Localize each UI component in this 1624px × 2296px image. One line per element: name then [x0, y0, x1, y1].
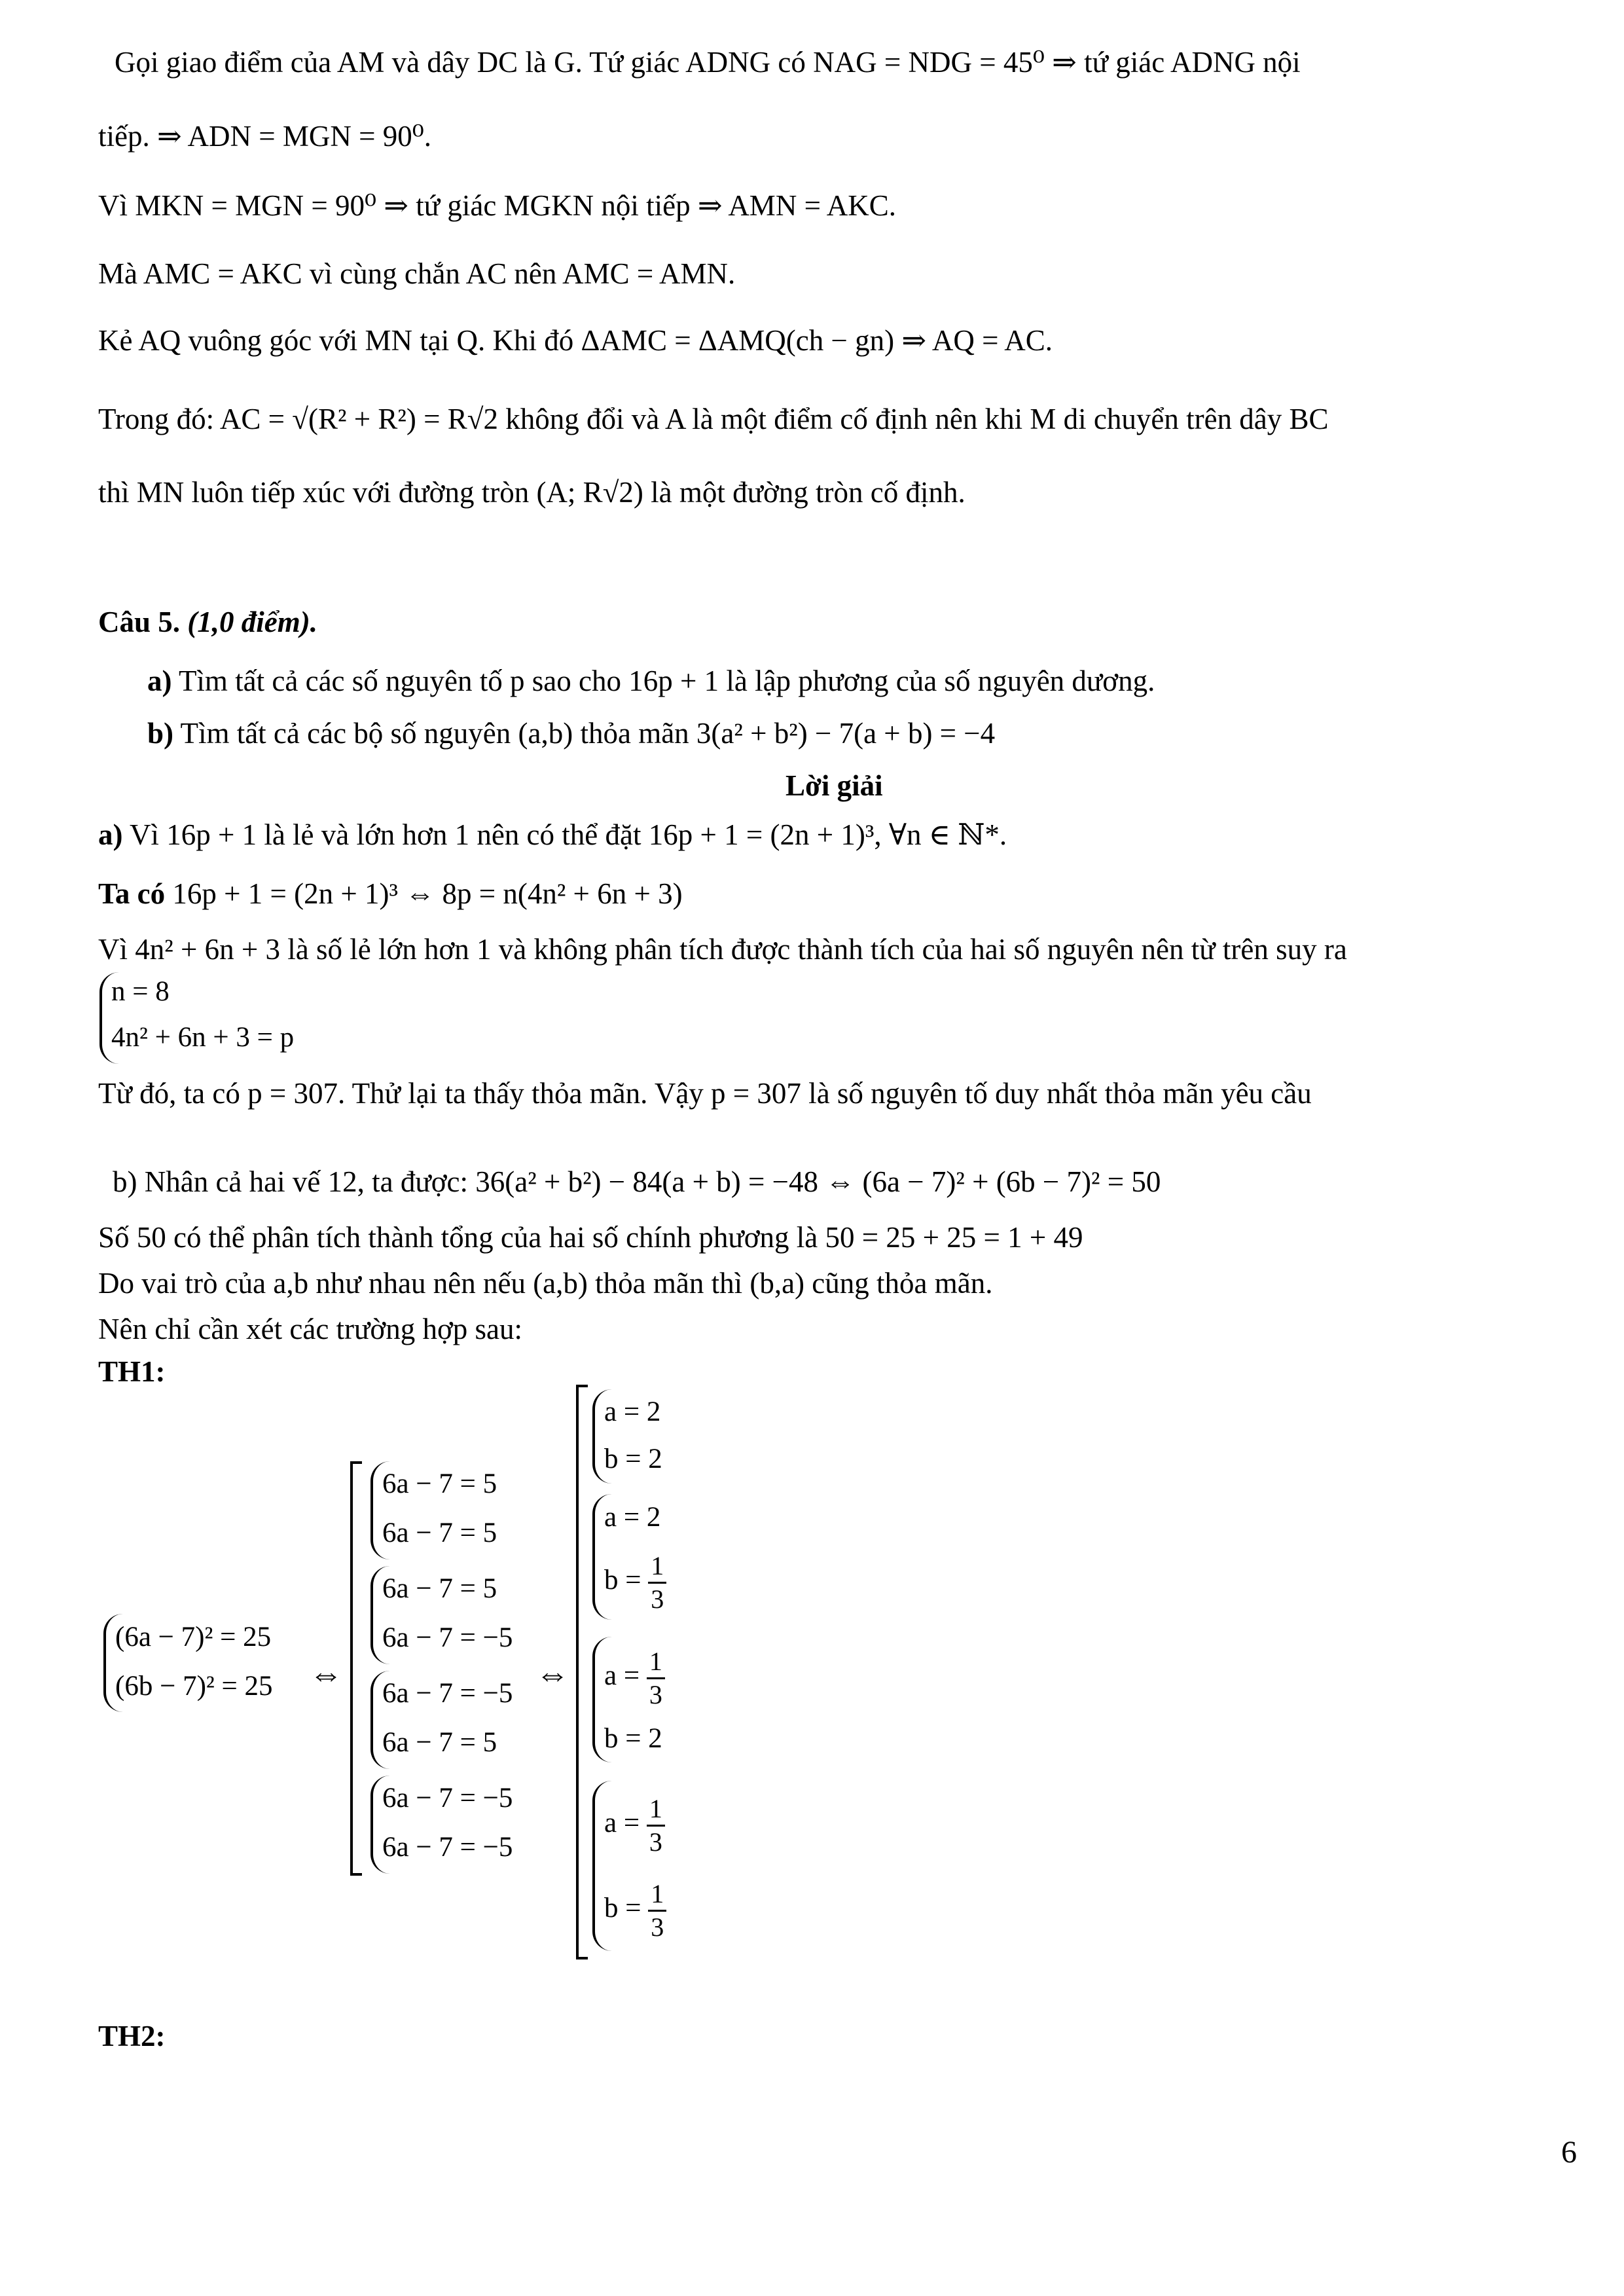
- solution-value: b = 2: [604, 1723, 662, 1754]
- th1-middle-system-2: [370, 1566, 513, 1664]
- equation: 6a − 7 = 5: [382, 1727, 497, 1758]
- part-label: b): [147, 717, 174, 750]
- th1-left-system: [103, 1614, 273, 1712]
- solution-value: [604, 1781, 666, 1866]
- case-label: TH1:: [98, 1355, 166, 1388]
- equation: 4n² + 6n + 3 = p: [111, 1022, 295, 1053]
- fraction-numerator: 1: [647, 1793, 665, 1827]
- solution-heading: Lời giải: [785, 769, 883, 802]
- part-text: Tìm tất cả các bộ số nguyên (a,b) thỏa mãn 3(a² + b²) − 7(a + b) = −4: [180, 717, 996, 750]
- equation: 6a − 7 = −5: [382, 1622, 513, 1653]
- part-text: Tìm tất cả các số nguyên tố p sao cho 16p + 1 là lập phương của số nguyên dương.: [178, 665, 1155, 697]
- equation: 6a − 7 = 5: [382, 1518, 497, 1548]
- equation-system: [99, 972, 294, 1064]
- fraction: [648, 1878, 666, 1943]
- solution-b-line: b) Nhân cả hai vế 12, ta được: 36(a² + b²) − 84(a + b) = −48 ⇔ (6a − 7)² + (6b − 7)² = 50: [113, 1165, 1161, 1198]
- solution-value: a = 2: [604, 1396, 661, 1427]
- text-line: Trong đó: AC = √(R² + R²) = R√2 không đổi và A là một điểm cố định nên khi M di chuyển trên dây BC: [98, 403, 1329, 435]
- question-points: (1,0 điểm).: [187, 606, 317, 638]
- question-part-a: [147, 661, 1155, 701]
- fraction-denominator: 3: [651, 1912, 664, 1942]
- equation: 6a − 7 = −5: [382, 1783, 513, 1813]
- page-number: 6: [1561, 2135, 1577, 2170]
- solution-a-line: Từ đó, ta có p = 307. Thử lại ta thấy thỏa mãn. Vậy p = 307 là số nguyên tố duy nhất thỏa mãn yêu cầu: [98, 1077, 1312, 1110]
- text-line: tiếp. ⇒ ADN = MGN = 90⁰.: [98, 120, 431, 153]
- th1-middle-system-4: [370, 1776, 513, 1874]
- solution-a-line: [98, 874, 683, 913]
- equation: n = 8: [111, 976, 170, 1007]
- equation-lhs: b =: [604, 1565, 641, 1595]
- solution-text: 16p + 1 = (2n + 1)³ ⇔ 8p = n(4n² + 6n + 3): [172, 877, 683, 910]
- equation: 6a − 7 = −5: [382, 1678, 513, 1709]
- text-line: thì MN luôn tiếp xúc với đường tròn (A; R√2) là một đường tròn cố định.: [98, 476, 965, 509]
- fraction-numerator: 1: [648, 1878, 666, 1912]
- question-number: Câu 5.: [98, 606, 181, 638]
- equation-lhs: a =: [604, 1660, 640, 1691]
- text-line: Vì MKN = MGN = 90⁰ ⇒ tứ giác MGKN nội tiếp ⇒ AMN = AKC.: [98, 189, 896, 222]
- solution-value: [604, 1637, 665, 1715]
- text-line: Mà AMC = AKC vì cùng chắn AC nên AMC = AMN.: [98, 257, 736, 290]
- fraction: [648, 1550, 666, 1615]
- solution-value: [604, 1541, 666, 1620]
- equivalence-symbol: ⇔: [535, 1656, 569, 1693]
- equation: (6a − 7)² = 25: [115, 1622, 272, 1652]
- equation: (6b − 7)² = 25: [115, 1671, 273, 1702]
- solution-a-line: Vì 4n² + 6n + 3 là số lẻ lớn hơn 1 và không phân tích được thành tích của hai số nguyên nên từ trên suy ra: [98, 933, 1347, 966]
- question-heading: [98, 602, 317, 642]
- case-label: TH2:: [98, 2020, 166, 2052]
- solution-a-line: [98, 815, 1007, 854]
- question-part-b: [147, 714, 995, 753]
- fraction-numerator: 1: [647, 1646, 665, 1679]
- fraction-denominator: 3: [651, 1584, 664, 1614]
- fraction: [647, 1793, 665, 1858]
- th1-middle-system-1: [370, 1461, 497, 1559]
- solution-b-line: Nên chỉ cần xét các trường hợp sau:: [98, 1313, 522, 1345]
- equation: 6a − 7 = 5: [382, 1468, 497, 1499]
- solution-value: b = 2: [604, 1444, 662, 1474]
- equation: 6a − 7 = −5: [382, 1832, 513, 1863]
- fraction-denominator: 3: [649, 1827, 662, 1857]
- text-line: Gọi giao điểm của AM và dây DC là G. Tứ giác ADNG có NAG = NDG = 45⁰ ⇒ tứ giác ADNG nội: [115, 46, 1301, 79]
- th1-solution-2: [592, 1494, 666, 1620]
- part-label: a): [98, 818, 123, 851]
- taco-label: Ta có: [98, 877, 166, 910]
- solution-value: [604, 1866, 666, 1951]
- th1-right-bracket: [576, 1385, 588, 1959]
- fraction-denominator: 3: [649, 1679, 662, 1709]
- th1-solution-3: [592, 1637, 665, 1762]
- equation-lhs: a =: [604, 1808, 640, 1838]
- fraction: [647, 1646, 665, 1711]
- th1-solution-4: [592, 1781, 666, 1951]
- part-label: a): [147, 665, 172, 697]
- th1-middle-system-3: [370, 1671, 513, 1769]
- equivalence-symbol: ⇔: [309, 1656, 343, 1693]
- solution-b-line: Do vai trò của a,b như nhau nên nếu (a,b) thỏa mãn thì (b,a) cũng thỏa mãn.: [98, 1267, 993, 1300]
- equation-lhs: b =: [604, 1893, 641, 1923]
- solution-b-line: Số 50 có thể phân tích thành tổng của hai số chính phương là 50 = 25 + 25 = 1 + 49: [98, 1221, 1083, 1254]
- equation: 6a − 7 = 5: [382, 1573, 497, 1604]
- th1-solution-1: [592, 1389, 662, 1484]
- solution-value: a = 2: [604, 1502, 661, 1533]
- text-line: Kẻ AQ vuông góc với MN tại Q. Khi đó ΔAMC = ΔAMQ(ch − gn) ⇒ AQ = AC.: [98, 324, 1053, 357]
- fraction-numerator: 1: [648, 1550, 666, 1584]
- th1-middle-bracket: [350, 1461, 362, 1876]
- solution-text: Vì 16p + 1 là lẻ và lớn hơn 1 nên có thể đặt 16p + 1 = (2n + 1)³, ∀n ∈ ℕ*.: [129, 818, 1007, 851]
